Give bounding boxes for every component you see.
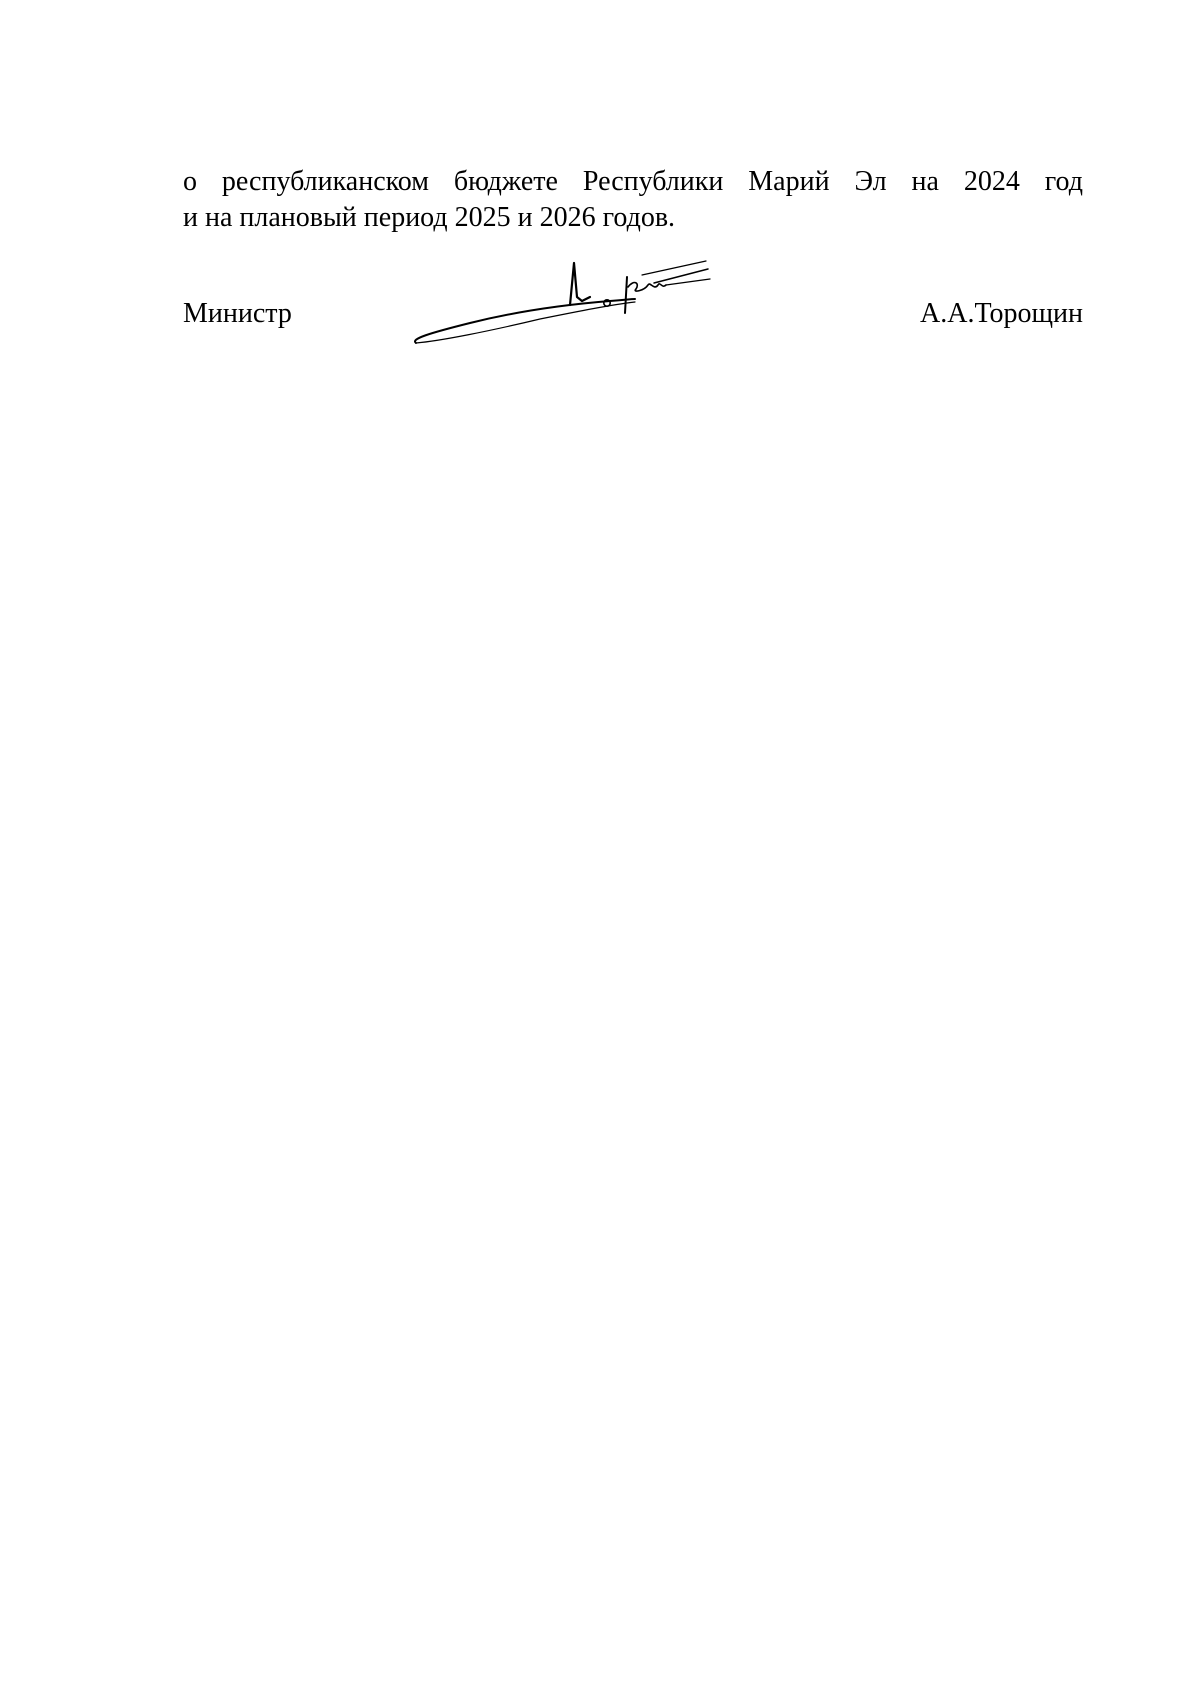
- body-paragraph: [183, 164, 1083, 236]
- body-line-1: о республиканском бюджете Республики Марий Эл на 2024 год: [183, 166, 1083, 197]
- handwritten-signature: [410, 255, 750, 355]
- body-line-2: и на плановый период 2025 и 2026 годов.: [183, 202, 676, 233]
- signer-name: А.А.Торощин: [920, 298, 1083, 329]
- position-title: Министр: [183, 298, 292, 329]
